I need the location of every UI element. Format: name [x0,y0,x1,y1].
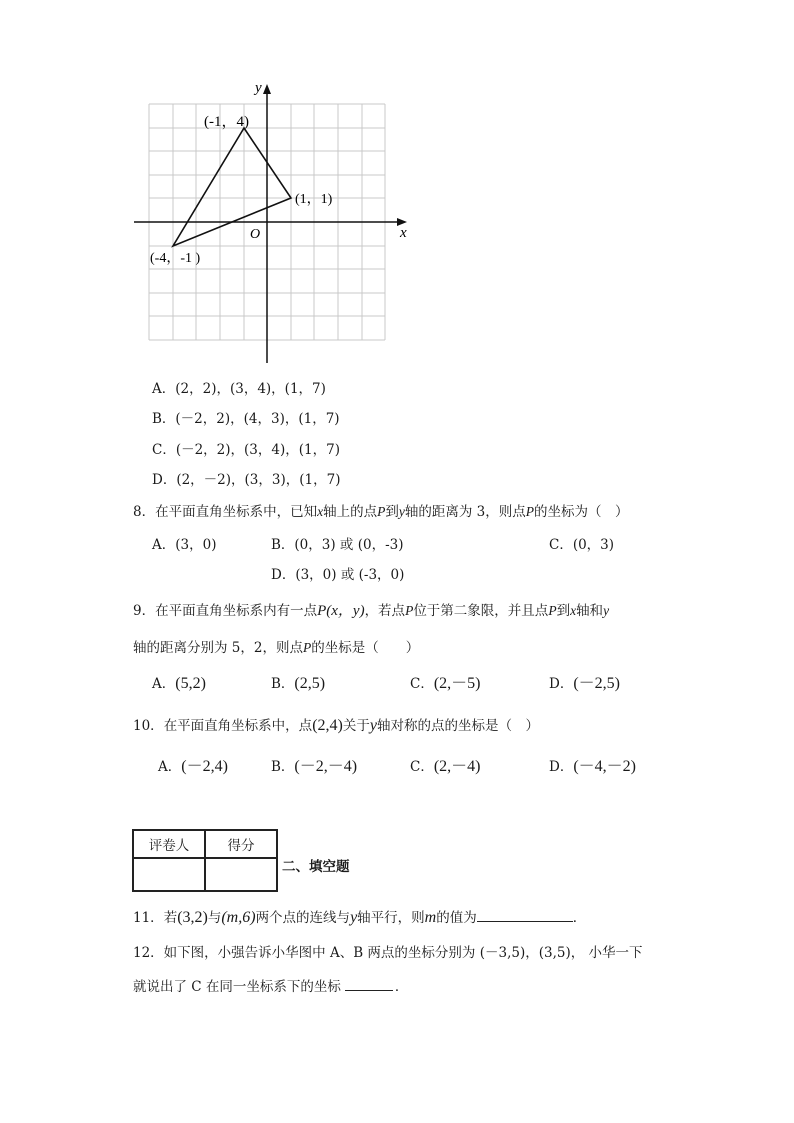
q7-option-c: C．(－2，2)，(3，4)，(1，7) [152,442,340,458]
y-axis-label: y [255,80,262,96]
y-axis-arrow [263,84,271,94]
q8-var: x [317,504,324,519]
q12-line2 [133,976,408,996]
section-title: 二、填空题 [282,859,350,875]
q9-var: P [302,640,312,655]
q11-text: 轴平行，则 [357,910,425,926]
q8-number: 8． [133,504,156,520]
q11-text: ． [572,910,587,926]
score-table-header-grader: 评卷人 [133,830,205,858]
q10-text: 轴对称的点的坐标是（ ） [376,718,539,734]
q8-option-a: A．(3，0) [152,537,217,553]
q9-text: 到 [556,603,571,619]
q8-text: 的坐标为（ ） [533,504,629,520]
q8-text: 到 [385,504,399,520]
q11-answer-blank[interactable] [477,907,573,922]
q9-var: P [405,603,414,618]
q9-var: y [603,603,610,618]
q10-option-b: B．(－2,－4) [271,758,358,775]
q7-option-d: D．(2，－2)，(3，3)，(1，7) [152,472,341,488]
q9-number: 9． [133,603,156,619]
q8-var: P [377,504,386,519]
q8-var: P [525,504,534,519]
q8-text: 轴上的点 [323,504,378,520]
score-table [132,829,278,892]
q8-text: 轴的距离为 3，则点 [404,504,526,520]
q11-point: (m,6) [221,909,256,926]
q12-answer-blank[interactable] [345,976,393,991]
q9-option-a: A．(5,2) [152,675,206,692]
q9-stem-line2 [133,639,419,657]
q9-text: 位于第二象限，并且点 [413,603,549,619]
q9-option-d: D．(－2,5) [549,675,620,692]
q11-text: 与 [207,910,222,926]
q8-var: y [398,504,405,519]
q8-option-b: B．(0，3) 或 (0，-3) [271,537,404,553]
q11-point: (3,2) [177,909,208,926]
q9-text: ，若点 [364,603,406,619]
score-table-cell-grader [133,858,205,891]
q10-option-d: D．(－4,－2) [549,758,636,775]
score-table-cell-score [205,858,277,891]
q9-text: 轴的距离分别为 5，2，则点 [133,640,303,656]
q9-var: x [570,603,577,618]
q9-text: 轴和 [576,603,604,619]
point-label-top: (-1，4) [204,114,249,130]
q11-var: m [424,909,437,926]
x-axis-label: x [400,225,407,241]
score-table-header-score: 得分 [205,830,277,858]
q10-var: y [369,717,377,734]
q7-option-b: B．(－2，2)，(4，3)，(1，7) [152,411,340,427]
triangle [173,128,291,246]
q10-stem [133,717,539,735]
q11-var: y [350,909,358,926]
q7-option-a: A．(2，2)，(3，4)，(1，7) [152,381,326,397]
point-label-right: (1，1) [295,192,333,207]
q11-text: 的值为 [436,910,477,926]
q12-text: 就说出了 C 在同一坐标系下的坐标 [133,979,341,995]
q11-number: 11． [133,910,164,926]
q8-option-c: C．(0，3) [549,537,615,553]
q10-option-c: C．(2,－4) [410,758,481,775]
q10-text: 关于 [342,718,370,734]
q12-line1: 12．如下图，小强告诉小华图中 A、B 两点的坐标分别为 (－3,5)，(3,5)， 小华一下 [133,945,643,961]
q9-option-b: B．(2,5) [271,675,326,692]
q8-stem [133,503,628,521]
q10-option-a: A．(－2,4) [158,758,228,775]
q12-text: ． [394,979,409,995]
point-label-left: (-4，-1 ) [150,251,201,266]
q9-text: 的坐标是（ ） [311,640,420,656]
q8-option-d: D．(3，0) 或 (-3，0) [271,567,405,583]
q10-point: (2,4) [312,717,343,734]
q9-text: 在平面直角坐标系内有一点 [155,603,318,619]
q8-text: 在平面直角坐标系中，已知 [155,504,318,520]
q10-text: 在平面直角坐标系中，点 [163,718,313,734]
q11-stem [133,907,586,927]
q9-option-c: C．(2,－5) [410,675,481,692]
q11-text: 两个点的连线与 [255,910,351,926]
q9-var: P [548,603,557,618]
origin-label: O [250,227,261,242]
q9-point: P(x，y) [317,603,365,619]
q10-number: 10． [133,718,164,734]
q9-stem-line1 [133,602,609,620]
q11-text: 若 [163,910,178,926]
coordinate-figure [0,0,794,380]
